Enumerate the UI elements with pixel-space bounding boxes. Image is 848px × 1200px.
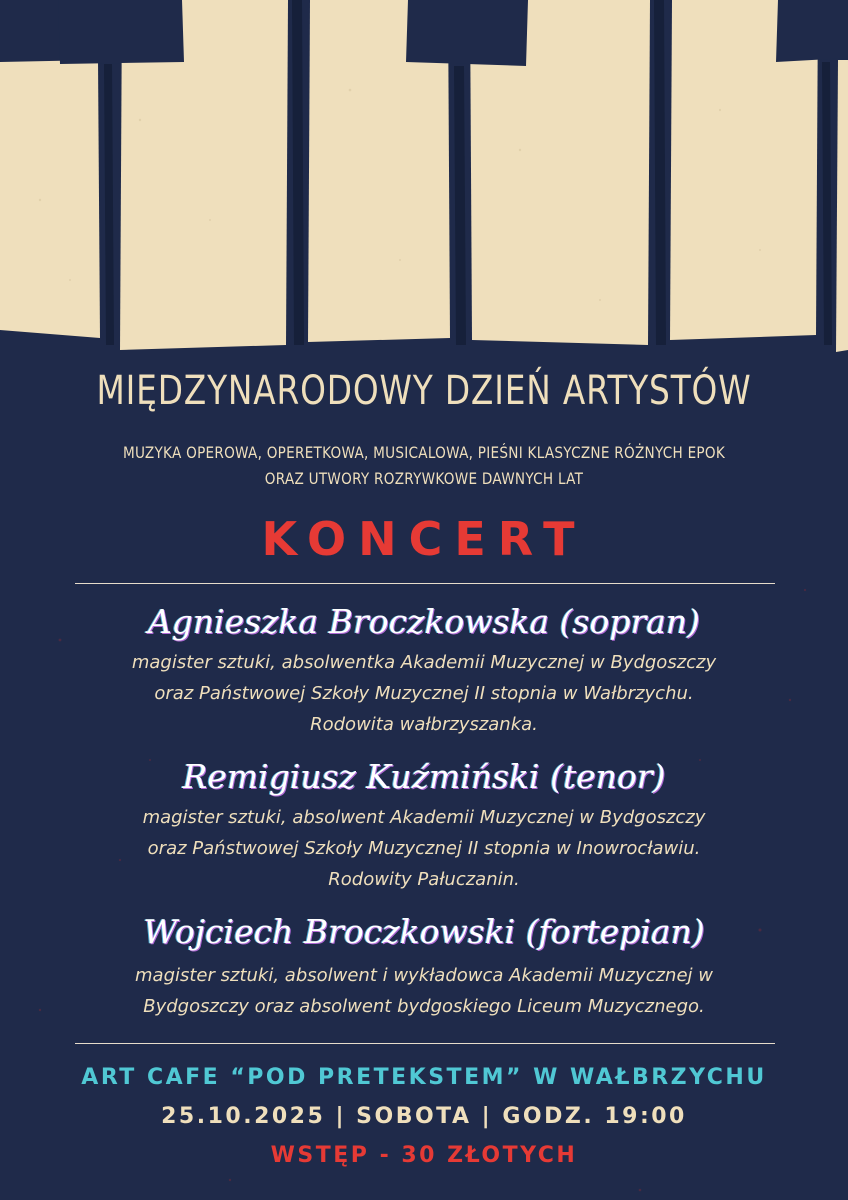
event-subtitle-line1: MUZYKA OPEROWA, OPERETKOWA, MUSICALOWA, PIEŚNI KLASYCZNE RÓŻNYCH EPOK [122,443,726,462]
artist-bio-3-line2: Bydgoszczy oraz absolwent bydgoskiego Liceum Muzycznego. [143,996,705,1017]
artist-bio-2-line1: magister sztuki, absolwent Akademii Muzycznej w Bydgoszczy [142,807,706,828]
piano-keys-illustration [0,0,848,360]
divider-bottom [75,1043,775,1044]
artist-bio-3 [0,960,848,1022]
artist-bio-1-line2: oraz Państwowej Szkoły Muzycznej II stopnia w Wałbrzychu. [154,683,694,704]
event-type-heading: KONCERT [261,512,587,566]
artist-name-3: Wojciech Broczkowski (fortepian) [143,912,705,951]
artist-bio-1-line3: Rodowita wałbrzyszanka. [310,714,538,735]
artist-bio-3-line1: magister sztuki, absolwent i wykładowca Akademii Muzycznej w [135,965,713,986]
artist-bio-2-line3: Rodowity Pałuczanin. [328,869,520,890]
date-time-text: 25.10.2025 | SOBOTA | GODZ. 19:00 [161,1104,687,1129]
artist-bio-2 [0,802,848,895]
event-title: MIĘDZYNARODOWY DZIEŃ ARTYSTÓW [96,368,752,414]
artist-bio-1 [0,647,848,740]
artist-name-2: Remigiusz Kuźmiński (tenor) [182,757,666,796]
artist-name-1: Agnieszka Broczkowska (sopran) [147,602,701,641]
entry-price-text: WSTĘP - 30 ZŁOTYCH [270,1143,578,1168]
artist-bio-2-line2: oraz Państwowej Szkoły Muzycznej II stopnia w Inowrocławiu. [147,838,701,859]
artist-bio-1-line1: magister sztuki, absolwentka Akademii Muzycznej w Bydgoszczy [131,652,717,673]
divider-top [75,583,775,584]
venue-text: ART CAFE “POD PRETEKSTEM” W WAŁBRZYCHU [81,1065,767,1090]
event-subtitle-line2: ORAZ UTWORY ROZRYWKOWE DAWNYCH LAT [264,469,584,488]
